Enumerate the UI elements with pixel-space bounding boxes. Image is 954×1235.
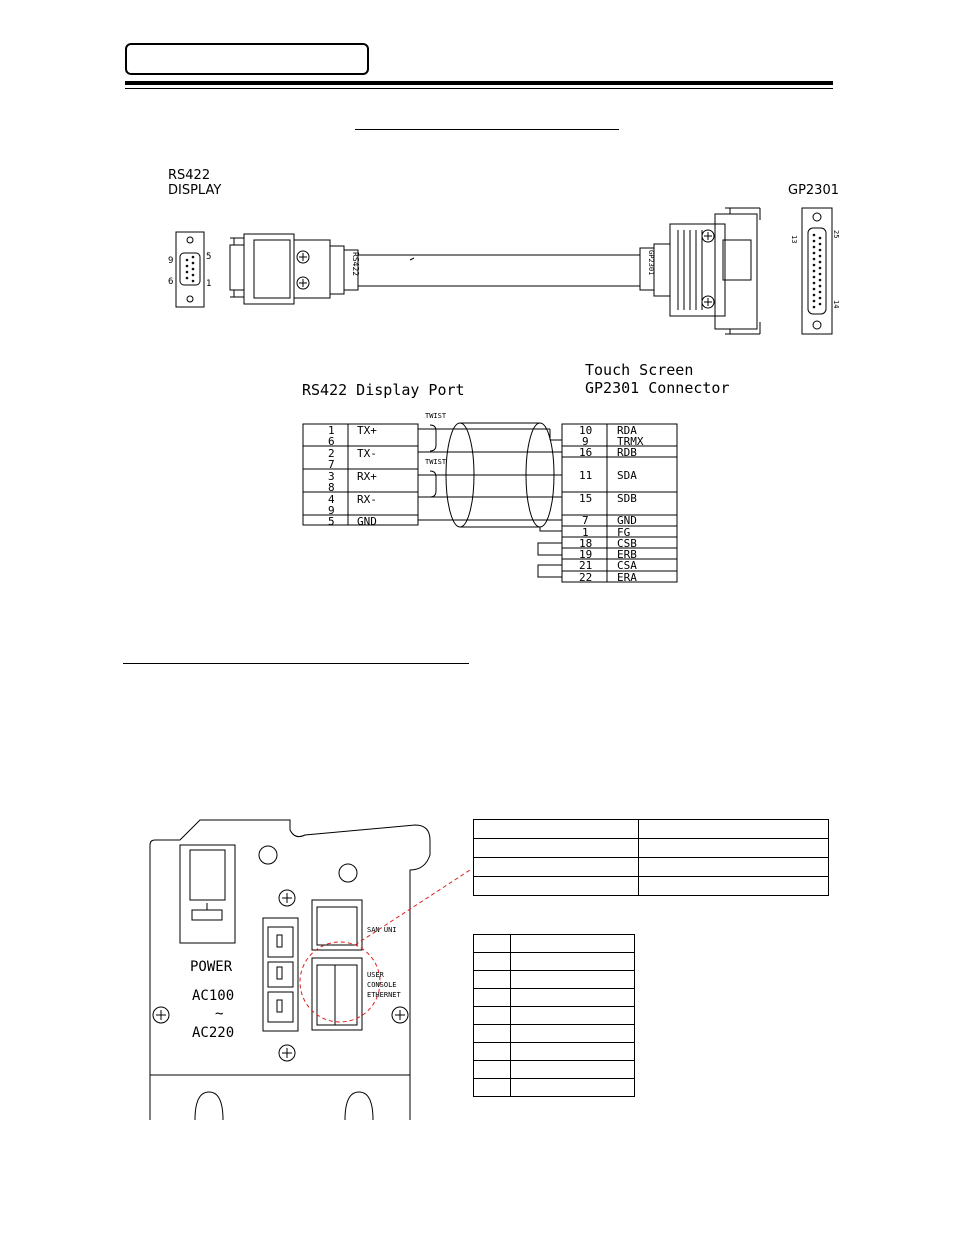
left-pin-8: 8 xyxy=(328,481,335,494)
right-port-title-line1: Touch Screen xyxy=(585,361,694,379)
db9-pin-1: 1 xyxy=(206,279,212,289)
left-pin-3: 3 xyxy=(328,470,335,483)
console-label-line1: USER xyxy=(367,971,384,979)
twist-label-tx: TWIST xyxy=(425,412,447,420)
db9-pin-5: 5 xyxy=(206,252,212,262)
left-signal-rxm: RX- xyxy=(357,493,377,506)
device-panel xyxy=(140,815,480,1125)
right-pin-10: 10 xyxy=(579,424,593,437)
right-pin-18: 18 xyxy=(579,537,593,550)
right-signal-csa: CSA xyxy=(617,559,637,572)
right-pin-9: 9 xyxy=(582,435,589,448)
right-pin-16: 16 xyxy=(579,446,593,459)
left-pin-1: 1 xyxy=(328,424,335,437)
right-pin-7: 7 xyxy=(582,514,589,527)
right-signal-trmx: TRMX xyxy=(617,435,644,448)
left-signal-rxp: RX+ xyxy=(357,470,377,483)
voltage-bottom: AC220 xyxy=(192,1025,235,1041)
gp2301-label: GP2301 xyxy=(788,183,839,198)
section-heading-underline-2 xyxy=(123,663,469,664)
db25-pin-25: 25 xyxy=(832,230,840,239)
db9-pin-6: 6 xyxy=(168,277,174,287)
right-pin-11: 11 xyxy=(579,469,593,482)
display-label-line2: DISPLAY xyxy=(168,183,222,198)
right-pin-1: 1 xyxy=(582,526,589,539)
left-signal-gnd: GND xyxy=(357,515,377,528)
right-signal-rdb: RDB xyxy=(617,446,637,459)
left-pin-7: 7 xyxy=(328,458,335,471)
console-label-line2: CONSOLE xyxy=(367,981,397,989)
left-pin-6: 6 xyxy=(328,435,335,448)
db25-face xyxy=(802,208,832,334)
right-signal-era: ERA xyxy=(617,571,637,584)
tilde: ~ xyxy=(215,1006,224,1022)
right-signal-csb: CSB xyxy=(617,537,637,550)
left-pin-4: 4 xyxy=(328,493,335,506)
left-pin-5: 5 xyxy=(328,515,335,528)
right-pin-21: 21 xyxy=(579,559,593,572)
left-signal-txp: TX+ xyxy=(357,424,377,437)
header-title-box xyxy=(125,43,369,75)
right-signal-gnd: GND xyxy=(617,514,637,527)
display-label-line1: RS422 xyxy=(168,168,211,183)
voltage-top: AC100 xyxy=(192,988,235,1004)
san-unit-label: SAN UNI xyxy=(367,926,397,934)
db9-pin-9: 9 xyxy=(168,256,174,266)
db25-pin-13: 13 xyxy=(790,235,798,244)
db25-pin-14: 14 xyxy=(832,300,840,309)
cable-drawing xyxy=(160,200,860,340)
right-pin-19: 19 xyxy=(579,548,593,561)
right-signal-fg: FG xyxy=(617,526,631,539)
right-signal-sda: SDA xyxy=(617,469,637,482)
right-pin-22: 22 xyxy=(579,571,593,584)
right-signal-erb: ERB xyxy=(617,548,637,561)
right-port-title-line2: GP2301 Connector xyxy=(585,379,730,397)
left-pin-9: 9 xyxy=(328,504,335,517)
right-pin-15: 15 xyxy=(579,492,593,505)
left-port-title: RS422 Display Port xyxy=(302,381,465,399)
console-label-line3: ETHERNET xyxy=(367,991,401,999)
left-plug-mark: RS422 xyxy=(351,252,360,277)
header-rule-thick xyxy=(125,81,833,85)
wiring-diagram xyxy=(295,405,695,585)
right-signal-sdb: SDB xyxy=(617,492,637,505)
header-rule-thin xyxy=(125,88,833,89)
left-pin-2: 2 xyxy=(328,447,335,460)
power-label: POWER xyxy=(190,959,233,975)
spec-table xyxy=(473,819,829,896)
right-plug-mark: GP2301 xyxy=(647,250,655,276)
right-signal-rda: RDA xyxy=(617,424,637,437)
twist-label-rx: TWIST xyxy=(425,458,447,466)
section-heading-underline xyxy=(355,129,619,130)
pin-table xyxy=(473,934,635,1097)
left-signal-txm: TX- xyxy=(357,447,377,460)
